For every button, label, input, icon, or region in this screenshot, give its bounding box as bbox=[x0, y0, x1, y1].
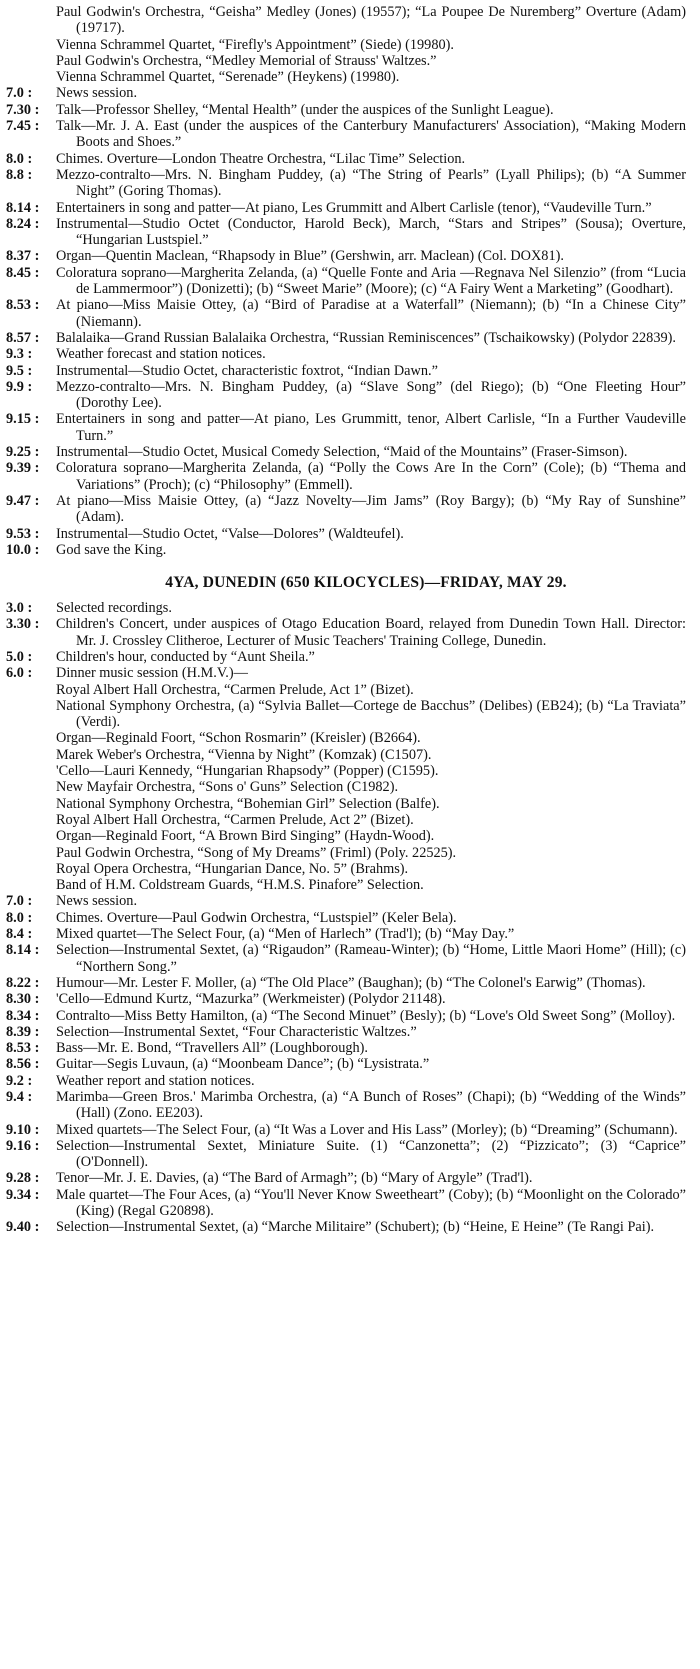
entry-description: Royal Albert Hall Orchestra, “Carmen Prelude, Act 1” (Bizet). bbox=[56, 681, 414, 698]
programme-entry bbox=[6, 682, 686, 698]
station-heading: 4YA, DUNEDIN (650 KILOCYCLES)—FRIDAY, MAY 29. bbox=[165, 574, 567, 592]
entry-description: Weather forecast and station notices. bbox=[56, 346, 266, 363]
programme-entry bbox=[6, 763, 686, 779]
entry-time bbox=[6, 926, 56, 942]
entry-time-value: 8.53 : bbox=[6, 297, 40, 314]
entry-description: News session. bbox=[56, 85, 138, 102]
programme-entry bbox=[6, 216, 686, 249]
entry-description: Instrumental—Studio Octet, characteristic foxtrot, “Indian Dawn.” bbox=[56, 362, 438, 379]
entry-time bbox=[6, 151, 56, 167]
entry-description: 'Cello—Lauri Kennedy, “Hungarian Rhapsody” (Popper) (C1595). bbox=[56, 763, 439, 780]
entry-time-value: 8.37 : bbox=[6, 248, 40, 265]
entry-description: Organ—Reginald Foort, “A Brown Bird Singing” (Haydn-Wood). bbox=[56, 828, 435, 845]
programme-entry bbox=[6, 102, 686, 118]
entry-description: Royal Albert Hall Orchestra, “Carmen Prelude, Act 2” (Bizet). bbox=[56, 811, 414, 828]
programme-entry bbox=[6, 1187, 686, 1220]
entry-description: New Mayfair Orchestra, “Sons o' Guns” Selection (C1982). bbox=[56, 779, 399, 796]
entry-time-value: 9.47 : bbox=[6, 492, 40, 509]
entry-time bbox=[6, 102, 56, 118]
entry-time bbox=[6, 1138, 56, 1154]
entry-description: Selection—Instrumental Sextet, (a) “Marche Militaire” (Schubert); (b) “Heine, E Heine” (Te Rangi Pai). bbox=[56, 1219, 655, 1236]
entry-description: News session. bbox=[56, 893, 138, 910]
entry-time bbox=[6, 167, 56, 183]
entry-description: At piano—Miss Maisie Ottey, (a) “Jazz Novelty—Jim Jams” (Roy Bargy); (b) “My Ray of Sunshine” (Adam). bbox=[56, 492, 686, 526]
programme-entry bbox=[6, 151, 686, 167]
entry-description: Organ—Quentin Maclean, “Rhapsody in Blue” (Gershwin, arr. Maclean) (Col. DOX81). bbox=[56, 248, 564, 265]
entry-time-value: 8.14 : bbox=[6, 942, 40, 959]
entry-time bbox=[6, 493, 56, 509]
entry-description: Talk—Mr. J. A. East (under the auspices of the Canterbury Manufacturers' Association), “Making Modern Boots and Shoes.” bbox=[56, 118, 686, 151]
entry-time bbox=[6, 526, 56, 542]
entry-time-value: 9.10 : bbox=[6, 1121, 40, 1138]
programme-entry bbox=[6, 1219, 686, 1235]
programme-entry bbox=[6, 346, 686, 362]
programme-entry bbox=[6, 1008, 686, 1024]
programme-entry bbox=[6, 1024, 686, 1040]
entry-description: Male quartet—The Four Aces, (a) “You'll Never Know Sweetheart” (Coby); (b) “Moonlight on the Colorado” (King) (Regal G20898). bbox=[56, 1186, 686, 1220]
entry-description: Balalaika—Grand Russian Balalaika Orchestra, “Russian Reminiscences” (Tschaikowsky) (Polydor 22839). bbox=[56, 329, 676, 346]
entry-time-value: 7.30 : bbox=[6, 101, 40, 118]
entry-description: Paul Godwin's Orchestra, “Geisha” Medley (Jones) (19557); “La Poupee De Nuremberg” Overture (Adam) (19717). bbox=[56, 4, 686, 37]
programme-entry bbox=[6, 248, 686, 264]
entry-time bbox=[6, 1056, 56, 1072]
entry-description: Mezzo-contralto—Mrs. N. Bingham Puddey, (a) “Slave Song” (del Riego); (b) “One Fleeting Hour” (Dorothy Lee). bbox=[56, 378, 686, 412]
entry-time-value: 8.56 : bbox=[6, 1056, 40, 1073]
programme-entry bbox=[6, 649, 686, 665]
entry-description: Band of H.M. Coldstream Guards, “H.M.S. Pinafore” Selection. bbox=[56, 877, 424, 894]
entry-description: Selection—Instrumental Sextet, Miniature Suite. (1) “Canzonetta”; (2) “Pizzicato”; (3) “Caprice” (O'Donnell). bbox=[56, 1137, 686, 1171]
entry-time bbox=[6, 379, 56, 395]
entry-time-value: 9.53 : bbox=[6, 525, 40, 542]
programme-section-christchurch bbox=[6, 4, 686, 558]
entry-time bbox=[6, 1089, 56, 1105]
programme-entry bbox=[6, 861, 686, 877]
entry-time bbox=[6, 542, 56, 558]
entry-time bbox=[6, 600, 56, 616]
entry-time-value: 9.9 : bbox=[6, 378, 33, 395]
programme-entry bbox=[6, 297, 686, 330]
entry-description: Humour—Mr. Lester F. Moller, (a) “The Old Place” (Baughan); (b) “The Colonel's Earwig” (Thomas). bbox=[56, 974, 646, 991]
entry-time-value: 9.4 : bbox=[6, 1089, 33, 1105]
programme-entry bbox=[6, 991, 686, 1007]
entry-description: Paul Godwin Orchestra, “Song of My Dreams” (Friml) (Poly. 22525). bbox=[56, 844, 457, 861]
entry-time-value: 8.8 : bbox=[6, 166, 33, 183]
entry-time-value: 3.30 : bbox=[6, 616, 40, 633]
entry-time-value: 8.34 : bbox=[6, 1007, 40, 1024]
entry-time bbox=[6, 411, 56, 427]
programme-entry bbox=[6, 265, 686, 298]
programme-entry bbox=[6, 69, 686, 85]
entry-time bbox=[6, 200, 56, 216]
programme-entry bbox=[6, 975, 686, 991]
programme-entry bbox=[6, 796, 686, 812]
entry-time-value: 8.53 : bbox=[6, 1040, 40, 1057]
entry-time-value: 5.0 : bbox=[6, 648, 33, 665]
entry-time bbox=[6, 1073, 56, 1089]
programme-entry bbox=[6, 526, 686, 542]
entry-time bbox=[6, 460, 56, 476]
entry-time bbox=[6, 1008, 56, 1024]
programme-entry bbox=[6, 1122, 686, 1138]
programme-entry bbox=[6, 730, 686, 746]
programme-entry bbox=[6, 330, 686, 346]
programme-entry bbox=[6, 363, 686, 379]
programme-entry bbox=[6, 665, 686, 681]
entry-description: Selected recordings. bbox=[56, 600, 172, 617]
programme-entry bbox=[6, 1073, 686, 1089]
programme-section-dunedin bbox=[6, 600, 686, 1236]
entry-description: National Symphony Orchestra, (a) “Sylvia Ballet—Cortege de Bacchus” (Delibes) (EB24); (b) “La Traviata” (Verdi). bbox=[56, 697, 686, 731]
entry-time bbox=[6, 216, 56, 232]
entry-description: Selection—Instrumental Sextet, (a) “Rigaudon” (Rameau-Winter); (b) “Home, Little Maori Home” (Hill); (c) “Northern Song.” bbox=[56, 942, 686, 975]
entry-time-value: 8.0 : bbox=[6, 150, 33, 167]
entry-time bbox=[6, 346, 56, 362]
entry-description: Vienna Schrammel Quartet, “Serenade” (Heykens) (19980). bbox=[56, 69, 400, 86]
entry-time bbox=[6, 330, 56, 346]
entry-time-value: 8.45 : bbox=[6, 264, 40, 281]
entry-time bbox=[6, 1170, 56, 1186]
entry-description: Marimba—Green Bros.' Marimba Orchestra, (a) “A Bunch of Roses” (Chapi); (b) “Wedding of the Winds” (Hall) (Zono. EE203). bbox=[56, 1089, 686, 1122]
entry-time-value: 3.0 : bbox=[6, 600, 33, 617]
programme-entry bbox=[6, 926, 686, 942]
entry-description: Royal Opera Orchestra, “Hungarian Dance, No. 5” (Brahms). bbox=[56, 860, 409, 877]
entry-time-value: 7.0 : bbox=[6, 85, 33, 102]
entry-time-value: 9.34 : bbox=[6, 1186, 40, 1203]
entry-time-value: 9.2 : bbox=[6, 1072, 33, 1089]
entry-description: Marek Weber's Orchestra, “Vienna by Night” (Komzak) (C1507). bbox=[56, 746, 432, 763]
entry-time bbox=[6, 118, 56, 134]
programme-entry bbox=[6, 1089, 686, 1122]
entry-time-value: 9.40 : bbox=[6, 1219, 40, 1236]
programme-entry bbox=[6, 411, 686, 444]
entry-time-value: 8.14 : bbox=[6, 199, 40, 216]
entry-time bbox=[6, 616, 56, 632]
entry-time bbox=[6, 665, 56, 681]
entry-time-value: 8.24 : bbox=[6, 215, 40, 232]
programme-entry bbox=[6, 845, 686, 861]
entry-time-value: 9.5 : bbox=[6, 362, 33, 379]
entry-time bbox=[6, 1187, 56, 1203]
entry-time bbox=[6, 975, 56, 991]
entry-time bbox=[6, 265, 56, 281]
programme-entry bbox=[6, 53, 686, 69]
programme-entry bbox=[6, 1040, 686, 1056]
programme-entry bbox=[6, 1138, 686, 1171]
programme-entry bbox=[6, 600, 686, 616]
programme-entry bbox=[6, 379, 686, 412]
entry-description: Guitar—Segis Luvaun, (a) “Moonbeam Dance”; (b) “Lysistrata.” bbox=[56, 1056, 430, 1073]
entry-description: Coloratura soprano—Margherita Zelanda, (a) “Quelle Fonte and Aria —Regnava Nel Silenzio” (from “Lucia de Lammermoor”) (Donizetti); (b) “Sweet Marie” (Moore); (c) “A Fairy Went a Marketing” (Goodhart). bbox=[56, 264, 686, 298]
entry-description: Weather report and station notices. bbox=[56, 1072, 255, 1089]
programme-entry bbox=[6, 1170, 686, 1186]
entry-time bbox=[6, 893, 56, 909]
entry-time-value: 8.22 : bbox=[6, 974, 40, 991]
entry-time-value: 8.0 : bbox=[6, 909, 33, 926]
programme-entry bbox=[6, 542, 686, 558]
entry-time-value: 9.39 : bbox=[6, 460, 40, 477]
entry-time-value: 7.0 : bbox=[6, 893, 33, 910]
programme-entry bbox=[6, 812, 686, 828]
entry-description: Contralto—Miss Betty Hamilton, (a) “The Second Minuet” (Besly); (b) “Love's Old Sweet Song” (Molloy). bbox=[56, 1007, 676, 1024]
programme-entry bbox=[6, 37, 686, 53]
entry-time-value: 8.30 : bbox=[6, 991, 40, 1008]
entry-description: Entertainers in song and patter—At piano, Les Grummitt, tenor, Albert Carlisle, “In a Further Vaudeville Turn.” bbox=[56, 411, 686, 444]
entry-description: Bass—Mr. E. Bond, “Travellers All” (Loughborough). bbox=[56, 1040, 368, 1057]
entry-time bbox=[6, 649, 56, 665]
entry-description: Chimes. Overture—Paul Godwin Orchestra, “Lustspiel” (Keler Bela). bbox=[56, 909, 457, 926]
entry-description: Mezzo-contralto—Mrs. N. Bingham Puddey, (a) “The String of Pearls” (Lyall Philips); (b) “A Summer Night” (Goring Thomas). bbox=[56, 166, 686, 200]
entry-description: Children's Concert, under auspices of Otago Education Board, relayed from Dunedin Town Hall. Director: Mr. J. Crossley Clitheroe, Lecturer of Music Teachers' Training College, Dunedin. bbox=[56, 616, 686, 649]
entry-description: God save the King. bbox=[56, 541, 167, 558]
entry-description: Children's hour, conducted by “Aunt Sheila.” bbox=[56, 648, 315, 665]
programme-entry bbox=[6, 4, 686, 37]
entry-description: Vienna Schrammel Quartet, “Firefly's Appointment” (Siede) (19980). bbox=[56, 36, 454, 53]
entry-description: Paul Godwin's Orchestra, “Medley Memorial of Strauss' Waltzes.” bbox=[56, 52, 437, 69]
entry-time-value: 9.15 : bbox=[6, 411, 40, 428]
entry-time bbox=[6, 1219, 56, 1235]
entry-description: Dinner music session (H.M.V.)— bbox=[56, 665, 248, 682]
entry-description: Talk—Professor Shelley, “Mental Health” (under the auspices of the Sunlight League). bbox=[56, 101, 554, 118]
entry-description: Coloratura soprano—Margherita Zelanda, (a) “Polly the Cows Are In the Corn” (Cole); (b) “Thema and Variations” (Proch); (c) “Philosophy” (Emmell). bbox=[56, 460, 686, 493]
entry-time bbox=[6, 444, 56, 460]
entry-time bbox=[6, 363, 56, 379]
programme-entry bbox=[6, 877, 686, 893]
entry-description: Mixed quartet—The Select Four, (a) “Men of Harlech” (Trad'l); (b) “May Day.” bbox=[56, 926, 515, 943]
entry-description: Tenor—Mr. J. E. Davies, (a) “The Bard of Armagh”; (b) “Mary of Argyle” (Trad'l). bbox=[56, 1170, 533, 1187]
programme-entry bbox=[6, 910, 686, 926]
entry-time-value: 9.16 : bbox=[6, 1137, 40, 1154]
entry-time-value: 10.0 : bbox=[6, 541, 40, 558]
entry-time-value: 8.4 : bbox=[6, 926, 33, 943]
programme-entry bbox=[6, 828, 686, 844]
entry-time bbox=[6, 942, 56, 958]
programme-entry bbox=[6, 444, 686, 460]
programme-entry bbox=[6, 167, 686, 200]
entry-description: 'Cello—Edmund Kurtz, “Mazurka” (Werkmeister) (Polydor 21148). bbox=[56, 991, 446, 1008]
programme-entry bbox=[6, 85, 686, 101]
entry-description: Entertainers in song and patter—At piano, Les Grummitt and Albert Carlisle (tenor), “Vaudeville Turn.” bbox=[56, 199, 652, 216]
programme-entry bbox=[6, 616, 686, 649]
entry-time-value: 9.28 : bbox=[6, 1170, 40, 1187]
programme-entry bbox=[6, 200, 686, 216]
programme-entry bbox=[6, 460, 686, 493]
entry-time-value: 7.45 : bbox=[6, 118, 40, 135]
programme-entry bbox=[6, 747, 686, 763]
entry-time-value: 9.25 : bbox=[6, 444, 40, 461]
entry-time bbox=[6, 248, 56, 264]
programme-entry bbox=[6, 1056, 686, 1072]
entry-time bbox=[6, 1024, 56, 1040]
programme-entry bbox=[6, 118, 686, 151]
entry-time-value: 6.0 : bbox=[6, 665, 33, 682]
entry-time bbox=[6, 1122, 56, 1138]
entry-time bbox=[6, 297, 56, 313]
programme-entry bbox=[6, 698, 686, 731]
entry-time bbox=[6, 910, 56, 926]
programme-entry bbox=[6, 779, 686, 795]
programme-entry bbox=[6, 893, 686, 909]
entry-description: Instrumental—Studio Octet, “Valse—Dolores” (Waldteufel). bbox=[56, 525, 404, 542]
entry-time-value: 8.57 : bbox=[6, 329, 40, 346]
entry-time bbox=[6, 1040, 56, 1056]
entry-time bbox=[6, 991, 56, 1007]
entry-description: Chimes. Overture—London Theatre Orchestra, “Lilac Time” Selection. bbox=[56, 150, 466, 167]
programme-entry bbox=[6, 493, 686, 526]
entry-description: Instrumental—Studio Octet, Musical Comedy Selection, “Maid of the Mountains” (Fraser-Simson). bbox=[56, 444, 628, 461]
entry-description: At piano—Miss Maisie Ottey, (a) “Bird of Paradise at a Waterfall” (Niemann); (b) “In a Chinese City” (Niemann). bbox=[56, 297, 686, 330]
entry-time bbox=[6, 85, 56, 101]
programme-entry bbox=[6, 942, 686, 975]
entry-description: National Symphony Orchestra, “Bohemian Girl” Selection (Balfe). bbox=[56, 795, 440, 812]
entry-time-value: 9.3 : bbox=[6, 346, 33, 363]
entry-description: Mixed quartets—The Select Four, (a) “It Was a Lover and His Lass” (Morley); (b) “Dreaming” (Schumann). bbox=[56, 1121, 678, 1138]
entry-description: Selection—Instrumental Sextet, “Four Characteristic Waltzes.” bbox=[56, 1023, 417, 1040]
entry-time-value: 8.39 : bbox=[6, 1023, 40, 1040]
entry-description: Organ—Reginald Foort, “Schon Rosmarin” (Kreisler) (B2664). bbox=[56, 730, 421, 747]
entry-description: Instrumental—Studio Octet (Conductor, Harold Beck), March, “Stars and Stripes” (Sousa); Overture, “Hungarian Lustspiel.” bbox=[56, 215, 686, 249]
